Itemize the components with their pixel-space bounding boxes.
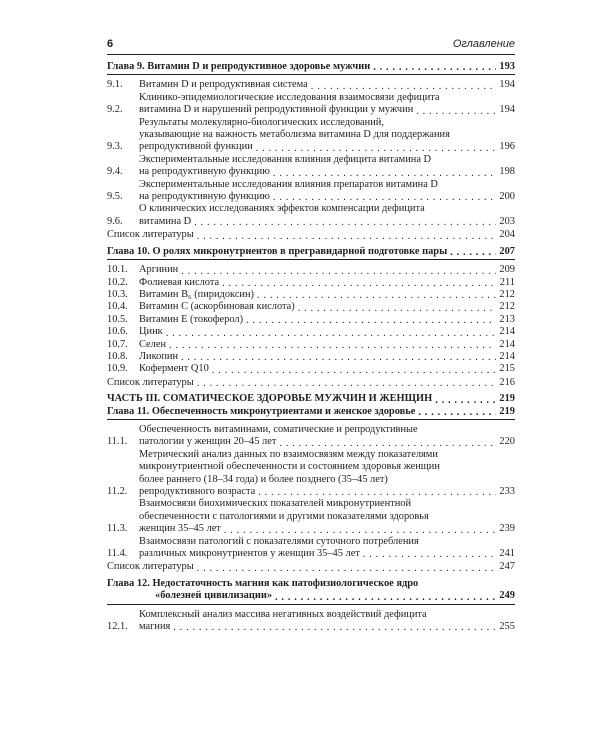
dot-leader xyxy=(212,365,497,376)
page-ref: 196 xyxy=(499,141,515,153)
entry-title-line: репродуктивного возраста xyxy=(139,486,256,497)
entry-title-line: Клинико-эпидемиологические исследования взаимосвязи дефицита xyxy=(139,91,440,103)
entry-title-line: Взаимосвязи патологий с показателями суточного потребления xyxy=(139,535,419,547)
entry-title-line: Экспериментальные исследования влияния дефицита витамина D xyxy=(139,153,432,165)
page-ref: 215 xyxy=(499,363,515,375)
dot-leader xyxy=(181,352,496,363)
entry-number: 10.9. xyxy=(107,363,128,375)
chapter-heading[interactable] xyxy=(107,406,515,418)
page-ref: 203 xyxy=(499,215,515,227)
dot-leader xyxy=(224,525,497,536)
dot-leader xyxy=(418,407,496,418)
toc-entry[interactable] xyxy=(107,449,515,499)
entry-title-line: Аргинин xyxy=(139,264,179,276)
entry-title-line: Витамин C (аскорбиновая кислота) xyxy=(139,301,295,313)
entry-title-line: ЧАСТЬ III. СОМАТИЧЕСКОЕ ЗДОРОВЬЕ МУЖЧИН И ЖЕНЩИН xyxy=(107,393,433,405)
entry-title-line: О клинических исследованиях эффектов компенсации дефицита xyxy=(139,203,425,215)
entry-title-line: Глава 10. О ролях микронутриентов в прегравидарной подготовке пары xyxy=(107,245,448,257)
toc-entry[interactable] xyxy=(107,498,515,535)
entry-number: 11.3. xyxy=(107,523,128,535)
dot-leader xyxy=(435,395,496,406)
page-ref: 194 xyxy=(499,79,515,91)
chapter-heading[interactable] xyxy=(107,61,515,73)
entry-number: 10.4. xyxy=(107,301,128,313)
entry-title-line: Список литературы xyxy=(107,229,194,241)
dot-leader xyxy=(197,231,497,242)
entry-title-line: Селен xyxy=(139,338,167,350)
page-ref: 204 xyxy=(499,229,515,241)
dot-leader xyxy=(166,328,497,339)
entry-number: 11.2. xyxy=(107,486,128,497)
page-ref: 247 xyxy=(499,561,515,573)
dot-leader xyxy=(181,266,496,277)
entry-title-line: витамина D xyxy=(139,215,192,227)
dot-leader xyxy=(279,438,496,449)
entry-number: 9.4. xyxy=(107,166,123,178)
entry-title-line: Ликопин xyxy=(139,350,179,362)
dot-leader xyxy=(273,192,496,203)
page-ref: 211 xyxy=(499,276,515,288)
page-ref: 214 xyxy=(499,338,515,350)
entry-number: 10.5. xyxy=(107,313,128,325)
page-ref: 216 xyxy=(499,376,515,388)
dot-leader xyxy=(246,315,496,326)
literature-entry[interactable] xyxy=(107,377,515,389)
entry-title-line: Кофермент Q10 xyxy=(139,363,209,375)
dot-leader xyxy=(363,549,497,560)
entry-title-line: Фолиевая кислота xyxy=(139,276,220,288)
entry-title-line: указывающие на важность метаболизма витамина D для поддержания xyxy=(139,129,450,141)
entry-number: 11.1. xyxy=(107,436,128,448)
entry-title-line: женщин 35–45 лет xyxy=(139,523,221,535)
page-ref: 200 xyxy=(499,191,515,203)
toc-entry[interactable] xyxy=(107,351,515,363)
dot-leader xyxy=(197,378,497,389)
entry-title-line: Витамин E (токоферол) xyxy=(139,313,244,325)
entry-title-line: на репродуктивную функцию xyxy=(139,191,270,203)
toc-entry[interactable] xyxy=(107,79,515,91)
toc-entry[interactable] xyxy=(107,314,515,326)
toc-entry[interactable] xyxy=(107,339,515,351)
chapter-rule xyxy=(107,419,515,420)
toc-entry[interactable] xyxy=(107,154,515,179)
page-ref: 233 xyxy=(499,486,515,497)
dot-leader xyxy=(273,168,496,179)
entry-title-line: Витамин D и репродуктивная система xyxy=(139,79,308,91)
entry-number: 10.1. xyxy=(107,264,128,276)
entry-title-line: Обеспеченность витаминами, соматические и репродуктивные xyxy=(139,423,418,435)
toc-entry[interactable] xyxy=(107,277,515,289)
page-ref: 212 xyxy=(499,301,515,313)
entry-title-line: на репродуктивную функцию xyxy=(139,166,270,178)
entry-title-line: обеспеченности с патологиями и другими показателями здоровья xyxy=(139,510,429,522)
entry-title-line: различных микронутриентов у женщин 35–45 лет xyxy=(139,548,360,560)
page-ref: 207 xyxy=(499,245,515,257)
dot-leader xyxy=(275,592,496,603)
page-number: 6 xyxy=(107,38,114,50)
entry-number: 12.1. xyxy=(107,621,128,633)
entry-title-line: Цинк xyxy=(139,326,163,338)
toc-entry[interactable] xyxy=(107,264,515,276)
entry-number: 10.7. xyxy=(107,338,128,350)
entry-title-line: магния xyxy=(139,621,171,633)
page-ref: 219 xyxy=(499,405,515,417)
entry-number: 11.4. xyxy=(107,548,128,560)
entry-number: 9.3. xyxy=(107,141,123,153)
running-title: Оглавление xyxy=(452,38,515,50)
page-ref: 214 xyxy=(499,326,515,338)
dot-leader xyxy=(257,290,496,301)
entry-title-line: микронутриентной обеспеченности и состоянием здоровья женщин xyxy=(139,461,440,473)
entry-title-line: Список литературы xyxy=(107,376,194,388)
dot-leader xyxy=(298,303,497,314)
page-ref: 213 xyxy=(499,313,515,325)
page-ref: 241 xyxy=(499,548,515,560)
chapter-rule xyxy=(107,259,515,260)
entry-title-line: Комплексный анализ массива негативных воздействий дефицита xyxy=(139,608,427,620)
entry-title-line: репродуктивной функции xyxy=(139,141,253,153)
entry-title-line: «болезней цивилизации» xyxy=(155,590,273,602)
entry-title-line: Список литературы xyxy=(107,561,194,573)
page-ref: 209 xyxy=(499,264,515,276)
entry-number: 10.2. xyxy=(107,276,128,288)
toc-entry[interactable] xyxy=(107,179,515,204)
toc-entry[interactable] xyxy=(107,424,515,449)
dot-leader xyxy=(222,278,497,289)
entry-title-line: Глава 9. Витамин D и репродуктивное здоровье мужчин xyxy=(107,61,371,72)
toc-entry[interactable] xyxy=(107,326,515,338)
entry-title-line: Результаты молекулярно-биологических исследований, xyxy=(139,116,384,128)
page-ref: 219 xyxy=(499,393,515,405)
toc-entry[interactable] xyxy=(107,363,515,375)
entry-title-line: Глава 11. Обеспеченность микронутриентами и женское здоровье xyxy=(107,405,416,417)
literature-entry[interactable] xyxy=(107,229,515,241)
entry-number: 9.5. xyxy=(107,191,123,203)
entry-title-line: Глава 12. Недостаточность магния как патофизиологическое ядро xyxy=(107,577,419,589)
entry-title-line: более раннего (18–34 года) и более позднего (35–45 лет) xyxy=(139,473,388,485)
chapter-heading[interactable] xyxy=(107,246,515,258)
dot-leader xyxy=(173,622,496,633)
dot-leader xyxy=(416,106,496,117)
entry-number: 10.8. xyxy=(107,350,128,362)
dot-leader xyxy=(194,217,496,228)
dot-leader xyxy=(450,247,496,258)
page-ref: 212 xyxy=(499,288,515,300)
chapter-heading[interactable] xyxy=(107,578,515,603)
toc-entry[interactable] xyxy=(107,289,515,301)
dot-leader xyxy=(169,340,496,351)
entry-number: 9.1. xyxy=(107,79,123,91)
table-of-contents xyxy=(107,61,515,633)
entry-title-line: витамина D и нарушений репродуктивной функции у мужчин xyxy=(139,104,414,116)
page-ref: 193 xyxy=(499,61,515,72)
entry-number: 9.6. xyxy=(107,215,123,227)
entry-title-line: патологии у женщин 20–45 лет xyxy=(139,436,277,448)
entry-title-line: Витамин B₆ (пиридоксин) xyxy=(139,288,255,300)
toc-entry[interactable] xyxy=(107,92,515,117)
toc-entry[interactable] xyxy=(107,203,515,228)
dot-leader xyxy=(256,143,497,154)
dot-leader xyxy=(258,487,496,498)
dot-leader xyxy=(373,62,496,73)
page-ref: 214 xyxy=(499,350,515,362)
toc-entry[interactable] xyxy=(107,609,515,634)
literature-entry[interactable] xyxy=(107,561,515,573)
chapter-rule xyxy=(107,604,515,605)
toc-entry[interactable] xyxy=(107,117,515,154)
entry-number: 10.6. xyxy=(107,326,128,338)
page-ref: 198 xyxy=(499,166,515,178)
entry-title-line: Взаимосвязи биохимических показателей микронутриентной xyxy=(139,498,412,510)
dot-leader xyxy=(311,81,497,92)
entry-number: 10.3. xyxy=(107,288,128,300)
page-ref: 220 xyxy=(499,436,515,448)
page-ref: 239 xyxy=(499,523,515,535)
toc-entry[interactable] xyxy=(107,301,515,313)
dot-leader xyxy=(197,563,497,574)
page-ref: 249 xyxy=(499,590,515,602)
entry-title-line: Экспериментальные исследования влияния препаратов витамина D xyxy=(139,178,438,190)
header-rule xyxy=(107,54,515,55)
entry-number: 9.2. xyxy=(107,104,123,116)
entry-title-line: Метрический анализ данных по взаимосвязям между показателями xyxy=(139,448,438,460)
part-heading[interactable] xyxy=(107,393,515,405)
page-ref: 255 xyxy=(499,621,515,633)
page-ref: 194 xyxy=(499,104,515,116)
toc-entry[interactable] xyxy=(107,536,515,561)
chapter-rule xyxy=(107,74,515,75)
